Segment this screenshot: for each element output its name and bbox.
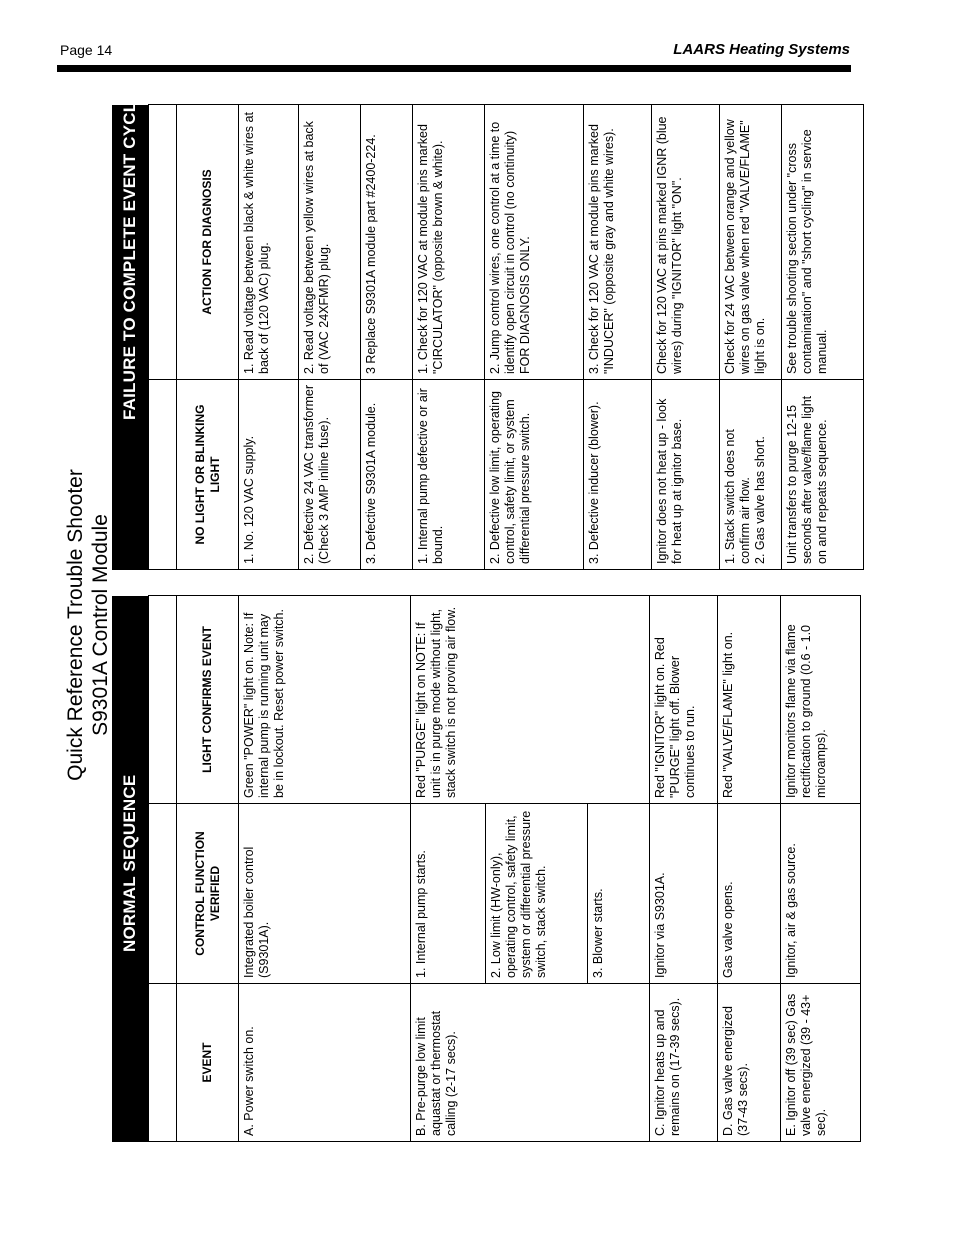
title-line-1: Quick Reference Trouble Shooter [64,469,87,781]
action-b1: 1. Check for 120 VAC at module pins marked "CIRCULATOR" (opposite brown & white). [413,105,485,380]
table-row [650,596,718,1142]
col-nolight-header: NO LIGHT OR BLINKING LIGHT [177,380,239,570]
light-d: Red "VALVE/FLAME" light on. [718,596,781,804]
table-row [413,105,485,570]
table-row [584,105,652,570]
normal-sequence-section [112,596,851,1142]
cause-d: 1. Stack switch does not confirm air flow. 2. Gas valve has short. [720,380,782,570]
action-e: See trouble shooting section under "cross contamination" and "short cycling" in service manual. [782,105,864,380]
header-rule [57,65,851,72]
control-c: Ignitor via S9301A. [650,804,718,984]
action-a3: 3 Replace S9301A module part #2400-224. [361,105,413,380]
event-e: E. Ignitor off (39 sec) Gas valve energized (39 - 43+ sec). [781,984,861,1142]
col-control-header: CONTROL FUNCTION VERIFIED [177,804,239,984]
table-row [718,596,781,1142]
control-a: Integrated boiler control (S9301A). [239,804,411,984]
table-row [485,105,584,570]
col-event-header: EVENT [177,984,239,1142]
normal-sequence-heading: NORMAL SEQUENCE [112,596,148,1142]
col-action-header: ACTION FOR DIAGNOSIS [177,105,239,380]
table-row [299,105,361,570]
cause-b2: 2. Defective low limit, operating control, safety limit, or system differential pressure switch. [485,380,584,570]
table-row [782,105,864,570]
cause-a3: 3. Defective S9301A module. [361,380,413,570]
control-b1: 1. Internal pump starts. [411,804,486,984]
page-number: Page 14 [60,42,113,58]
control-b2: 2. Low limit (HW-only), operating control, safety limit, system or differential pressure switch, stack switch. [486,804,588,984]
control-b3: 3. Blower starts. [588,804,650,984]
action-d: Check for 24 VAC between orange and yellow wires on gas valve when red "VALVE/FLAME" light is on. [720,105,782,380]
title-line-2: S9301A Control Module [89,514,112,736]
table-row [239,596,411,1142]
cause-c: Ignitor does not heat up - look for heat up at ignitor base. [652,380,720,570]
cause-e: Unit transfers to purge 12-15 seconds after valve/flame light on and repeats sequence. [782,380,864,570]
control-e: Ignitor, air & gas source. [781,804,861,984]
rotated-content [57,90,851,1150]
col-light-header: LIGHT CONFIRMS EVENT [177,596,239,804]
normal-sequence-table [148,595,861,1142]
table-row [411,596,486,1142]
action-b3: 3. Check for 120 VAC at module pins marked "INDUCER" (opposite gray and white wires). [584,105,652,380]
event-a: A. Power switch on. [239,984,411,1142]
action-a2: 2. Read voltage between yellow wires at back of (VAC 24XFMR) plug. [299,105,361,380]
failure-section [112,90,851,570]
control-d: Gas valve opens. [718,804,781,984]
light-b: Red "PURGE" light on NOTE: If unit is in purge mode without light, stack switch is not proving air flow. [411,596,650,804]
cause-a1: 1. No. 120 VAC supply. [239,380,299,570]
cause-a2: 2. Defective 24 VAC transformer (Check 3 AMP inline fuse). [299,380,361,570]
event-c: C. Ignitor heats up and remains on (17-39 secs). [650,984,718,1142]
table-row [781,596,861,1142]
document-title [63,100,113,1150]
light-e: Ignitor monitors flame via flame rectification to ground (0.6 - 1.0 microamps). [781,596,861,804]
table-row [239,105,299,570]
failure-table [148,104,864,570]
event-d: D. Gas valve energized (37-43 secs). [718,984,781,1142]
action-b2: 2. Jump control wires, one control at a time to identify open circuit in control (no continuity) FOR DIAGNOSIS ONLY. [485,105,584,380]
cause-b1: 1. Internal pump defective or air bound. [413,380,485,570]
table-row [652,105,720,570]
company-name: LAARS Heating Systems [673,41,850,58]
cause-b3: 3. Defective inducer (blower). [584,380,652,570]
failure-heading: FAILURE TO COMPLETE EVENT CYCLE [112,105,148,570]
light-a: Green "POWER" light on. Note: If internal pump is running unit may be in lockout. Reset power switch. [239,596,411,804]
light-c: Red "IGNITOR" light on. Red "PURGE" light off. Blower continues to run. [650,596,718,804]
action-c: Check for 120 VAC at pins marked IGNR (blue wires) during "IGNITOR" light "ON". [652,105,720,380]
table-row [720,105,782,570]
event-b: B. Pre-purge low limit aquastat or thermostat calling (2-17 secs). [411,984,650,1142]
action-a1: 1. Read voltage between black & white wires at back of (120 VAC) plug. [239,105,299,380]
table-row [361,105,413,570]
